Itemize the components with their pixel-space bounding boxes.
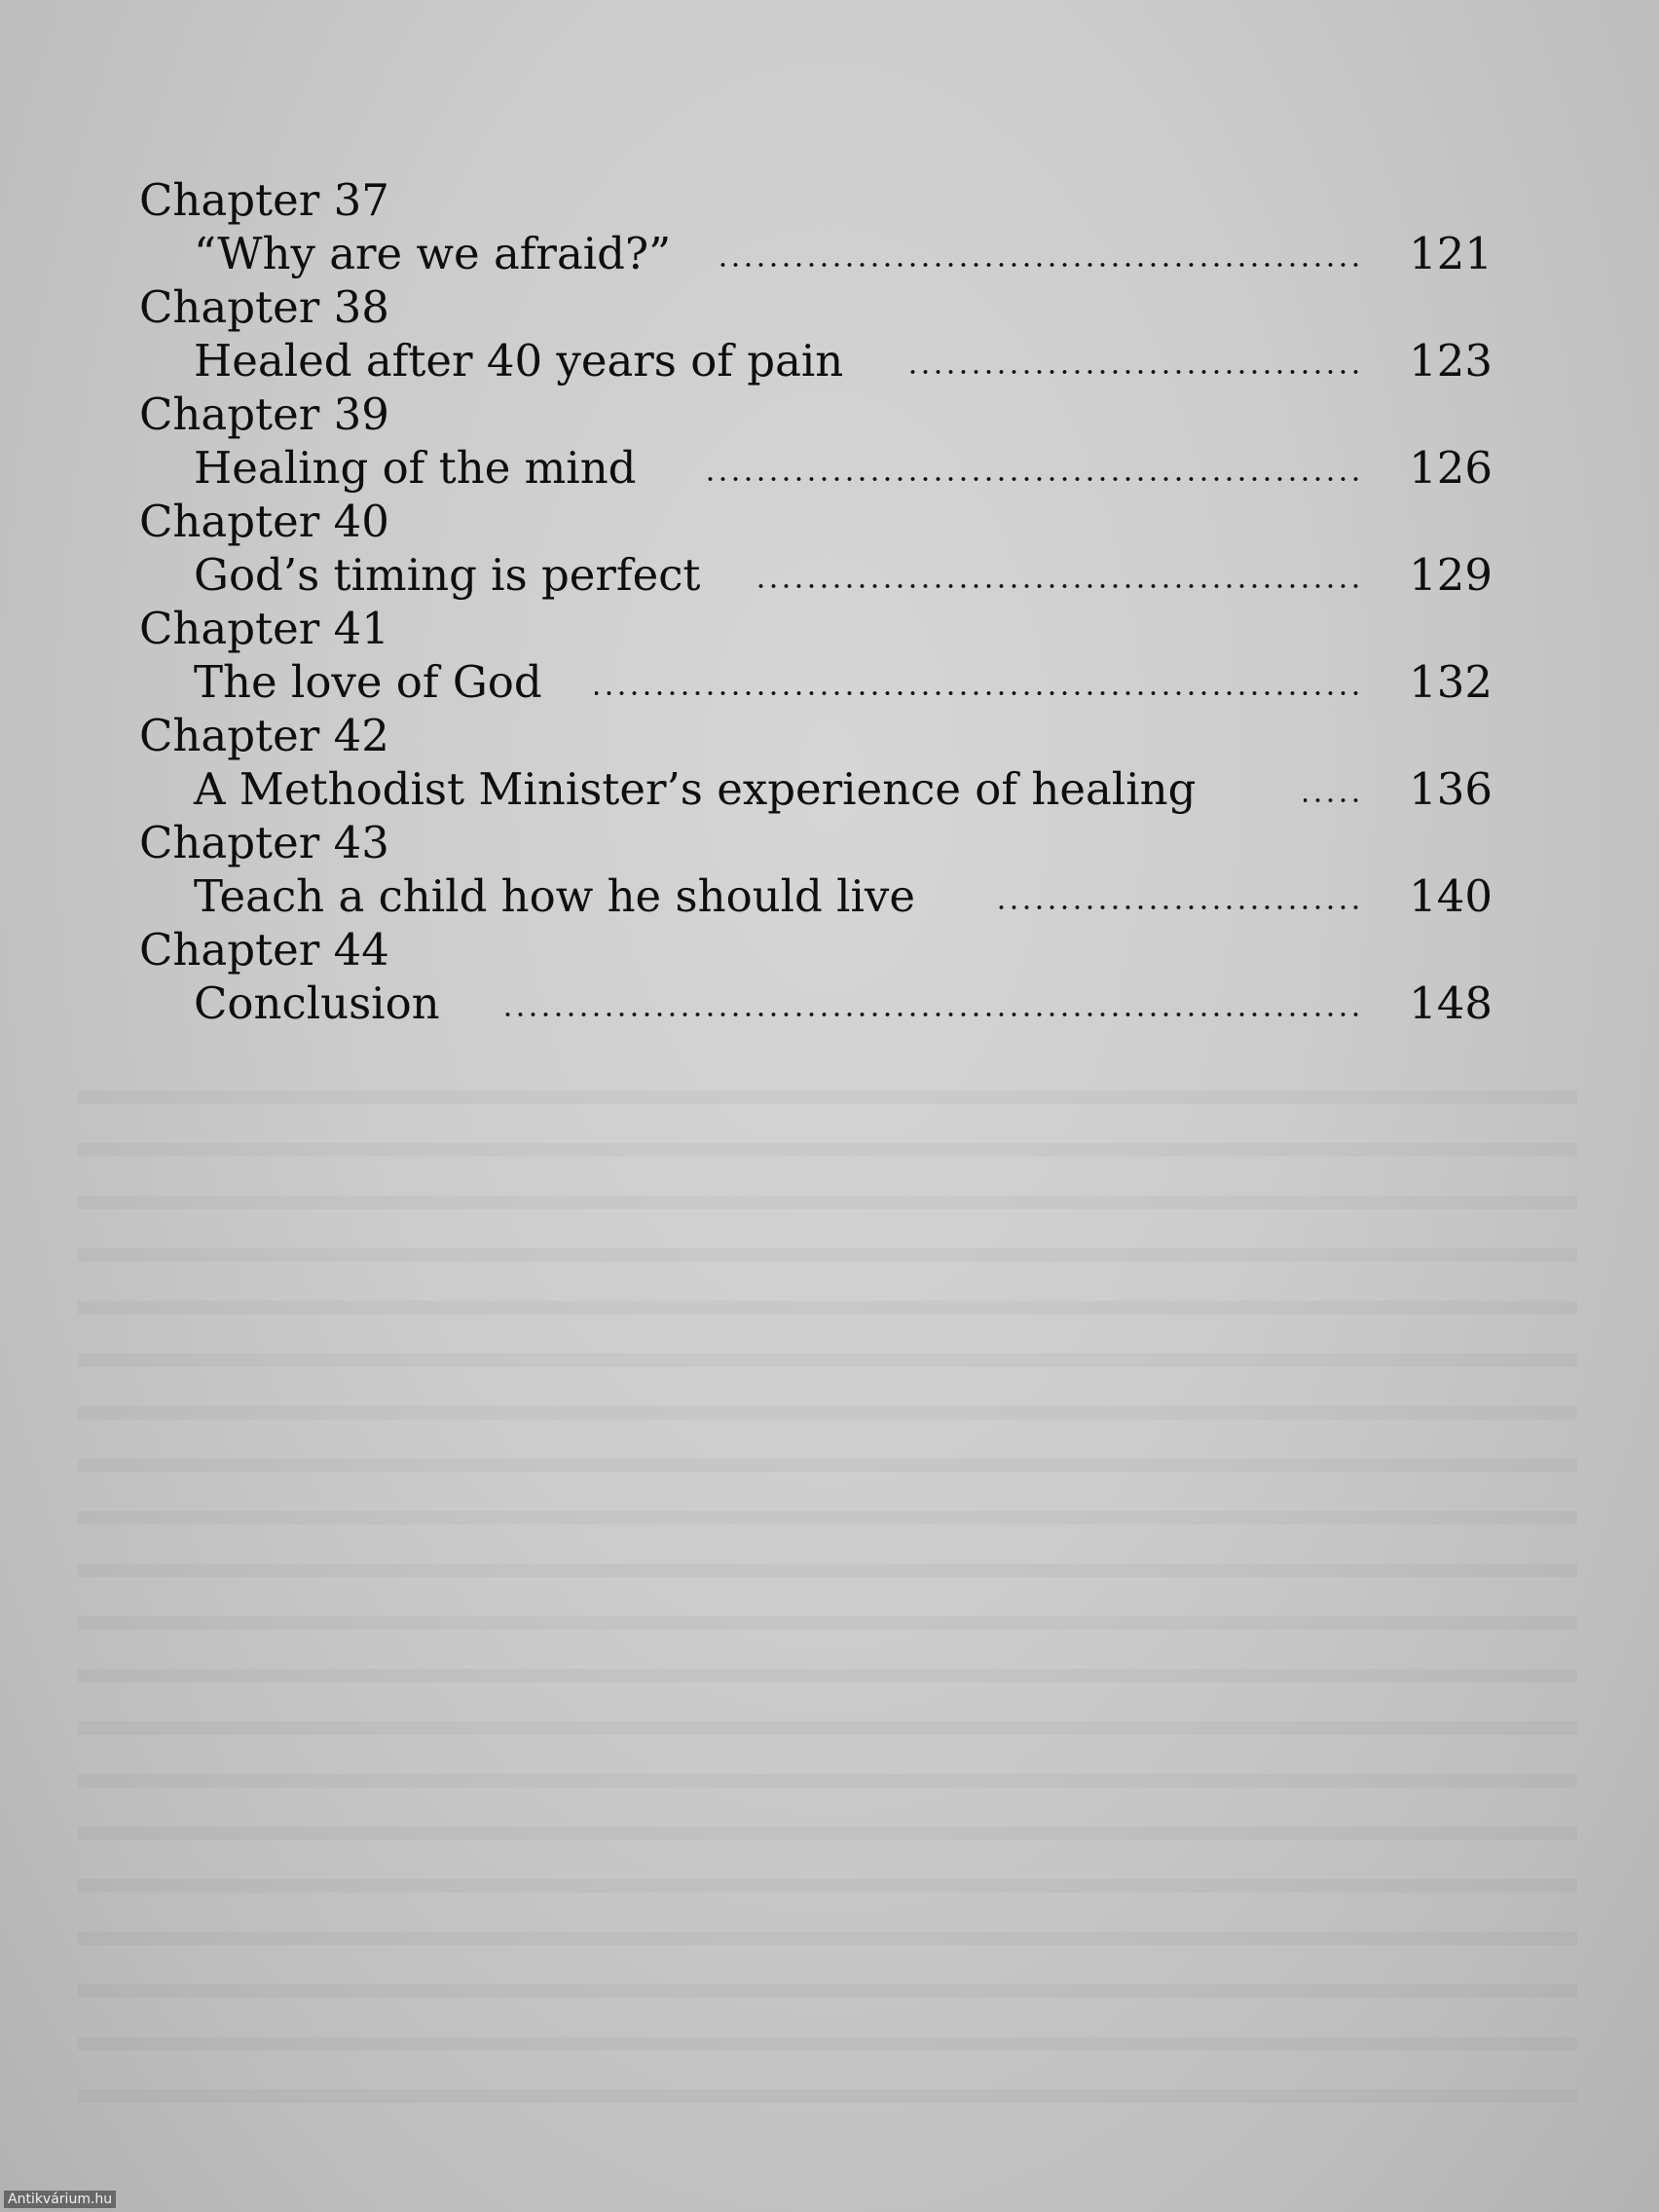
chapter-title: A Methodist Minister’s experience of healing: [194, 763, 1197, 815]
chapter-label: Chapter 39: [139, 388, 389, 440]
toc-row: [194, 441, 1493, 495]
page-number: 140: [1409, 870, 1493, 922]
site-watermark: Antikvárium.hu: [4, 2191, 116, 2208]
toc-entry-38: [139, 280, 1493, 387]
dot-leader: [755, 582, 1362, 590]
toc-row: [194, 762, 1493, 816]
chapter-title: Teach a child how he should live: [194, 870, 915, 922]
chapter-title: God’s timing is perfect: [194, 549, 701, 601]
show-through-texture: [78, 1051, 1577, 2103]
page-number: 136: [1409, 763, 1493, 815]
dot-leader: [595, 689, 1362, 697]
toc-row: [194, 655, 1493, 709]
toc-entry-44: [139, 923, 1493, 1030]
toc-entry-41: [139, 602, 1493, 709]
dot-leader: [498, 1011, 1362, 1018]
chapter-title: Healing of the mind: [194, 442, 637, 494]
chapter-label: Chapter 38: [139, 281, 389, 333]
dot-leader: [718, 261, 1362, 269]
toc-row: [194, 977, 1493, 1030]
chapter-label: Chapter 42: [139, 710, 389, 761]
page-number: 121: [1409, 228, 1493, 279]
toc-row: [194, 227, 1493, 280]
chapter-title: Healed after 40 years of pain: [194, 335, 844, 387]
chapter-title: Conclusion: [194, 977, 440, 1029]
chapter-title: The love of God: [194, 656, 542, 708]
chapter-label: Chapter 40: [139, 496, 389, 547]
dot-leader: [994, 903, 1362, 911]
page-number: 126: [1409, 442, 1493, 494]
dot-leader: [904, 368, 1362, 376]
dot-leader: [1304, 796, 1362, 804]
toc-row: [194, 869, 1493, 923]
chapter-label: Chapter 43: [139, 817, 389, 868]
chapter-label: Chapter 37: [139, 174, 389, 226]
toc-entry-37: [139, 173, 1493, 280]
chapter-label: Chapter 41: [139, 603, 389, 654]
page-number: 132: [1409, 656, 1493, 708]
table-of-contents: [139, 173, 1493, 1030]
toc-entry-42: [139, 709, 1493, 816]
toc-entry-39: [139, 387, 1493, 495]
toc-row: [194, 548, 1493, 602]
toc-entry-43: [139, 816, 1493, 923]
toc-row: [194, 334, 1493, 387]
page-number: 129: [1409, 549, 1493, 601]
chapter-title: “Why are we afraid?”: [194, 228, 672, 279]
toc-entry-40: [139, 495, 1493, 602]
chapter-label: Chapter 44: [139, 924, 389, 976]
dot-leader: [708, 475, 1362, 483]
page-number: 123: [1409, 335, 1493, 387]
page-number: 148: [1409, 977, 1493, 1029]
